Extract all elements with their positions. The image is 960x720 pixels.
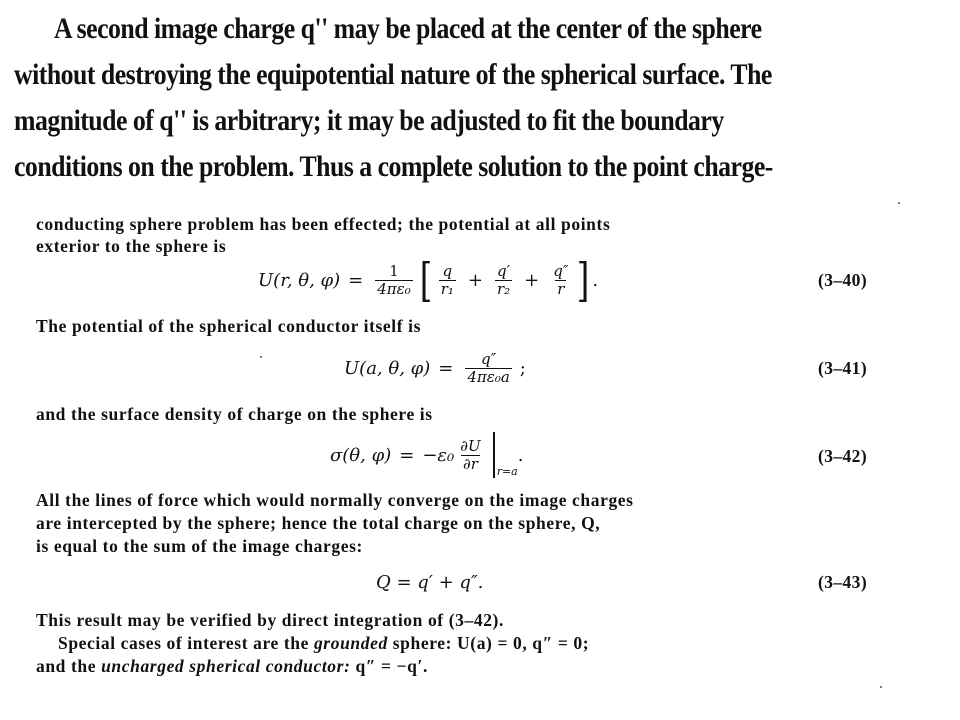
- p4-line-2: are intercepted by the sphere; hence the total charge on the sphere, Q,: [36, 513, 601, 533]
- eq40-pre-den: 4πε₀: [377, 279, 411, 298]
- eq40-term-1: [439, 263, 456, 298]
- top-line-1: [54, 6, 854, 52]
- p6-line-1-a: Special cases of interest are the: [58, 633, 314, 653]
- eq40-t1-num: q: [442, 261, 453, 280]
- eq40-pre-num: 1: [389, 261, 399, 280]
- p6-line-1: [58, 633, 589, 654]
- eq41-equals: =: [438, 357, 454, 379]
- eq42-end: .: [517, 444, 524, 466]
- eq42-num: ∂U: [460, 436, 481, 455]
- eq40-equals: =: [348, 269, 364, 291]
- eq40-t3-den: r: [557, 279, 565, 298]
- eq40-number: (3–40): [818, 270, 868, 290]
- eq40-open-bracket: [: [419, 253, 432, 307]
- eq40-t2-den: r₂: [496, 279, 511, 298]
- eq40-prefactor: [375, 263, 412, 298]
- eq40-t3-num: q″: [553, 261, 569, 280]
- eq42-den: ∂r: [463, 454, 478, 473]
- eq41-fraction: [465, 351, 511, 386]
- eq42-derivative: [458, 438, 482, 473]
- eq42-lhs: σ(θ, φ): [330, 444, 392, 466]
- eq42-number: (3–42): [818, 446, 868, 466]
- top-line-4: [14, 144, 814, 190]
- eq41-number: (3–41): [818, 358, 868, 378]
- eq42-eval-bar: [493, 432, 495, 478]
- eq40-plus-2: +: [524, 269, 540, 291]
- eq41-lhs: U(a, θ, φ): [344, 357, 431, 379]
- scan-speck: [880, 686, 882, 688]
- eq40-term-3: [551, 263, 570, 298]
- scan-speck: [898, 202, 900, 204]
- p6-line-2: [36, 656, 428, 677]
- equation-3-42: [330, 430, 523, 480]
- p3-line: and the surface density of charge on the sphere is: [36, 404, 433, 424]
- eq40-term-2: [495, 263, 512, 298]
- equation-3-43: [376, 570, 483, 594]
- top-line-1-text: A second image charge q'' may be placed at the center of the sphere: [54, 12, 762, 45]
- eq40-t2-num: q′: [497, 261, 511, 280]
- eq40-plus-1: +: [467, 269, 483, 291]
- eq41-end: ;: [519, 357, 526, 379]
- eq43-number: (3–43): [818, 572, 868, 592]
- p6-line-2-em: uncharged spherical conductor:: [101, 656, 351, 676]
- p6-line-2-b: q″ = −q′.: [350, 656, 428, 676]
- p6-line-1-b: sphere: U(a) = 0, q″ = 0;: [387, 633, 590, 653]
- p6-line-2-a: and the: [36, 656, 102, 676]
- p1-line-1: conducting sphere problem has been effected; the potential at all points: [36, 214, 611, 234]
- eq42-coef: −ε₀: [422, 444, 455, 466]
- top-line-3-text: magnitude of q'' is arbitrary; it may be adjusted to fit the boundary: [14, 104, 724, 137]
- top-line-4-text: conditions on the problem. Thus a complete solution to the point charge-: [14, 150, 773, 183]
- scan-speck: [260, 356, 262, 358]
- eq40-t1-den: r₁: [440, 279, 454, 298]
- equation-3-40: [258, 253, 599, 307]
- p4-line-1: All the lines of force which would normally converge on the image charges: [36, 490, 634, 510]
- equation-3-41: [344, 346, 526, 390]
- top-line-2-text: without destroying the equipotential nature of the spherical surface. The: [14, 58, 772, 91]
- eq40-lhs: U(r, θ, φ): [258, 269, 341, 291]
- eq42-equals: =: [399, 444, 415, 466]
- eq40-close-bracket: ]: [577, 253, 590, 307]
- p1-line-2: exterior to the sphere is: [36, 236, 227, 256]
- eq43-text: Q = q′ + q″.: [376, 571, 484, 593]
- top-line-2: [14, 52, 814, 98]
- top-line-3: [14, 98, 814, 144]
- p6-line-1-em: grounded: [313, 633, 388, 653]
- eq41-den: 4πε₀a: [467, 367, 510, 386]
- eq41-num: q″: [480, 349, 497, 368]
- p2-line: The potential of the spherical conductor itself is: [36, 316, 422, 336]
- eq40-end: .: [592, 269, 599, 291]
- eq42-sub: r=a: [496, 464, 518, 478]
- p5-line: This result may be verified by direct integration of (3–42).: [36, 610, 504, 630]
- p4-line-3: is equal to the sum of the image charges:: [36, 536, 363, 556]
